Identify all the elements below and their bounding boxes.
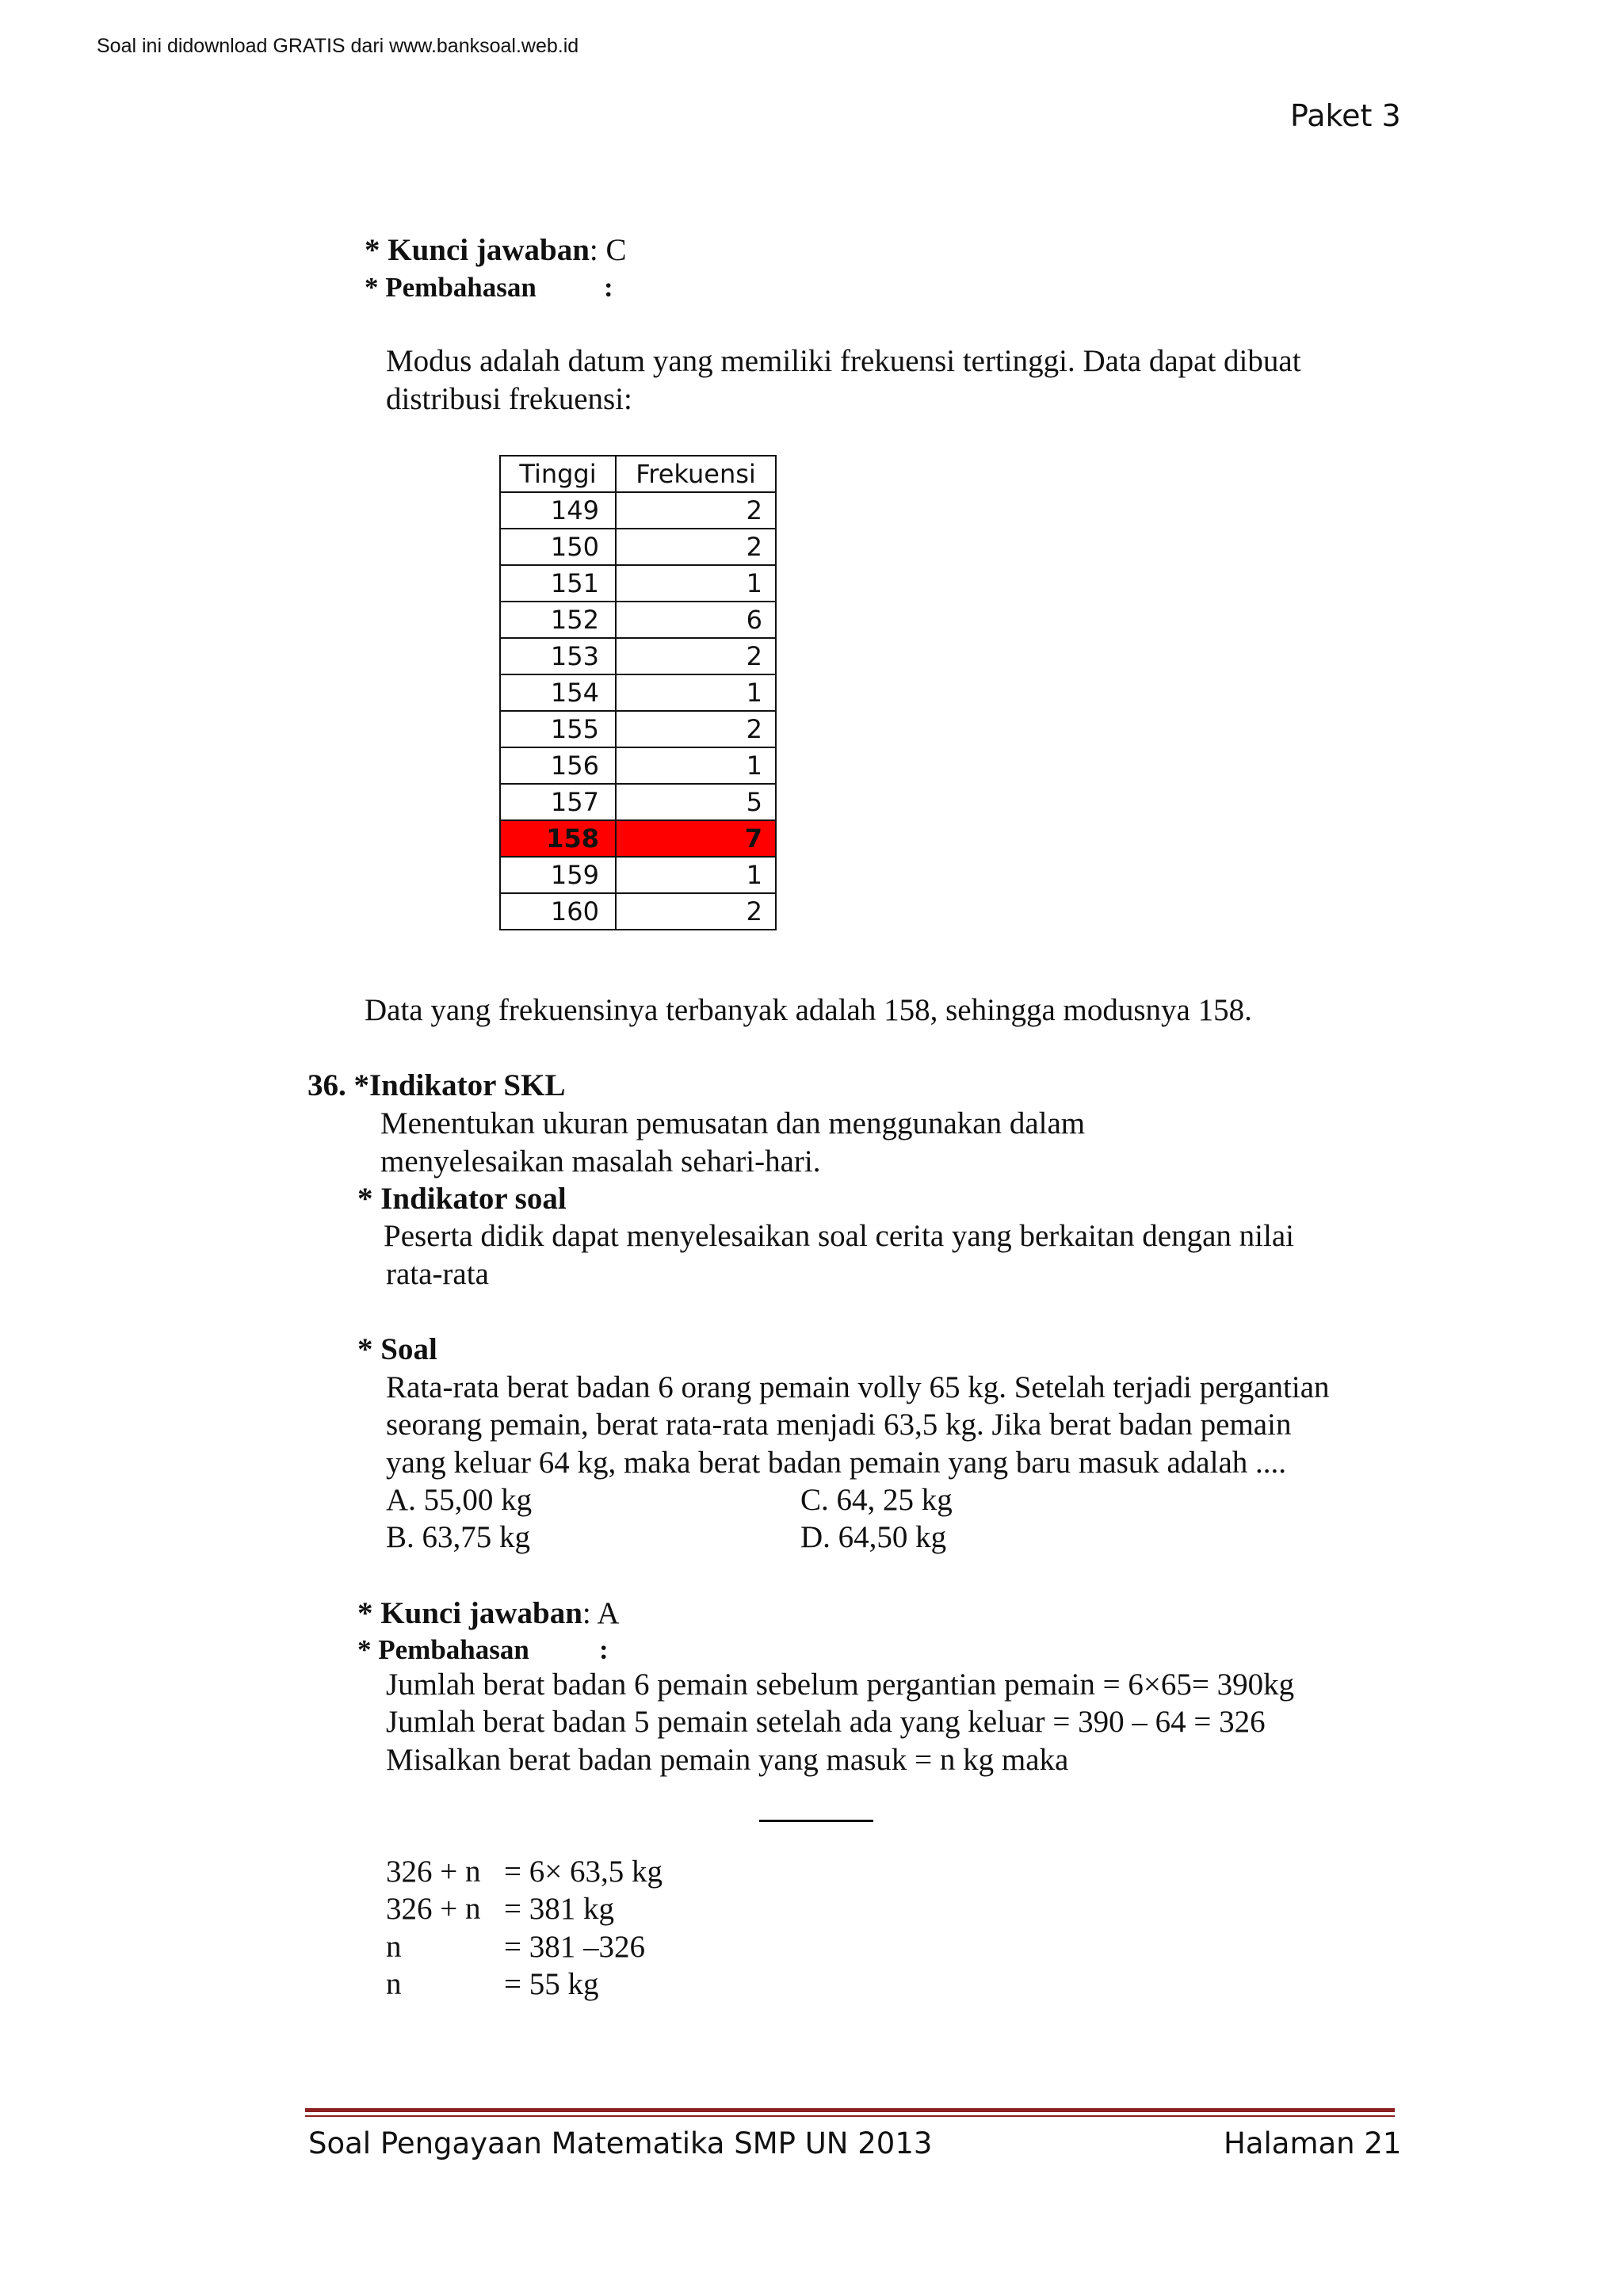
q36-kunci-jawaban: * Kunci jawaban: A — [357, 1596, 620, 1630]
question-number: 36. — [307, 1068, 346, 1102]
tinggi-cell: 154 — [500, 674, 616, 711]
tinggi-cell: 155 — [500, 711, 616, 747]
table-row — [500, 784, 776, 820]
equation-rhs: = 55 kg — [504, 1967, 599, 2001]
footer-rule-thin — [305, 2115, 1395, 2117]
table-row — [500, 602, 776, 638]
indikator-soal-line-1: Peserta didik dapat menyelesaikan soal cerita yang berkaitan dengan nilai — [384, 1219, 1294, 1253]
frekuensi-cell: 2 — [616, 492, 776, 529]
pembahasan-line-2: Jumlah berat badan 5 pemain setelah ada yang keluar = 390 – 64 = 326 — [386, 1705, 1266, 1739]
indikator-soal-heading: * Indikator soal — [357, 1182, 567, 1216]
tinggi-cell: 151 — [500, 565, 616, 602]
tinggi-cell: 150 — [500, 529, 616, 565]
question-36-heading — [307, 1067, 565, 1105]
pembahasan-line-3: Misalkan berat badan pemain yang masuk = n kg maka — [386, 1743, 1069, 1777]
fraction-rule — [759, 1820, 873, 1822]
frekuensi-cell: 1 — [616, 674, 776, 711]
kunci-value: : A — [582, 1596, 620, 1630]
kunci-label: Kunci jawaban — [380, 1596, 582, 1630]
frekuensi-cell: 1 — [616, 747, 776, 784]
tinggi-cell: 149 — [500, 492, 616, 529]
tinggi-cell: 152 — [500, 602, 616, 638]
tinggi-cell: 160 — [500, 893, 616, 930]
option-b: B. 63,75 kg — [386, 1520, 531, 1554]
frekuensi-cell: 5 — [616, 784, 776, 820]
soal-label: Soal — [380, 1332, 437, 1366]
soal-line-1: Rata-rata berat badan 6 orang pemain volly 65 kg. Setelah terjadi pergantian — [386, 1370, 1330, 1404]
table-row-highlighted — [500, 820, 776, 857]
table-row — [500, 492, 776, 529]
equation-lhs: n — [386, 1967, 402, 2001]
frekuensi-cell: 6 — [616, 602, 776, 638]
table-row — [500, 857, 776, 893]
footer-title: Soal Pengayaan Matematika SMP UN 2013 — [308, 2126, 933, 2160]
equation-rhs: = 381 kg — [504, 1892, 614, 1926]
table-row — [500, 747, 776, 784]
pembahasan-label: Pembahasan — [378, 1634, 529, 1665]
frekuensi-cell: 2 — [616, 529, 776, 565]
frekuensi-cell: 2 — [616, 711, 776, 747]
column-header-tinggi: Tinggi — [500, 456, 616, 492]
tinggi-cell: 156 — [500, 747, 616, 784]
table-row — [500, 711, 776, 747]
skl-line-1: Menentukan ukuran pemusatan dan menggunakan dalam — [380, 1106, 1086, 1140]
modus-line-2: distribusi frekuensi: — [386, 382, 632, 416]
indikator-soal-line-2: rata-rata — [386, 1257, 489, 1291]
equation-lhs: n — [386, 1930, 402, 1964]
conclusion-text: Data yang frekuensinya terbanyak adalah 158, sehingga modusnya 158. — [365, 993, 1252, 1027]
frekuensi-cell: 2 — [616, 638, 776, 674]
table-row — [500, 674, 776, 711]
indikator-skl-label: *Indikator SKL — [353, 1068, 566, 1102]
equation-rhs: = 6× 63,5 kg — [504, 1855, 663, 1889]
table-header-row — [500, 456, 776, 492]
table-row — [500, 638, 776, 674]
kunci-label: Kunci jawaban — [388, 233, 590, 267]
paket-label: Paket 3 — [1290, 98, 1401, 133]
table-row — [500, 529, 776, 565]
equation-lhs: 326 + n — [386, 1892, 481, 1926]
modus-line-1: Modus adalah datum yang memiliki frekuensi tertinggi. Data dapat dibuat — [386, 344, 1301, 378]
q36-pembahasan: * Pembahasan : — [357, 1631, 529, 1669]
pembahasan-colon: : — [599, 1634, 609, 1665]
prev-pembahasan: * Pembahasan : — [365, 269, 537, 307]
table-row — [500, 565, 776, 602]
frekuensi-cell: 7 — [616, 820, 776, 857]
skl-line-2: menyelesaikan masalah sehari-hari. — [380, 1144, 821, 1179]
tinggi-cell: 153 — [500, 638, 616, 674]
frekuensi-cell: 1 — [616, 857, 776, 893]
column-header-frekuensi: Frekuensi — [616, 456, 776, 492]
option-a: A. 55,00 kg — [386, 1483, 533, 1517]
frequency-table — [499, 455, 777, 930]
footer-page-number: Halaman 21 — [1224, 2126, 1402, 2160]
soal-heading: * Soal — [357, 1332, 437, 1366]
pembahasan-colon: : — [604, 272, 613, 303]
soal-line-3: yang keluar 64 kg, maka berat badan pemain yang baru masuk adalah .... — [386, 1446, 1287, 1480]
prev-kunci-jawaban: * Kunci jawaban: C — [365, 233, 627, 267]
footer-rule-thick — [305, 2108, 1395, 2112]
soal-line-2: seorang pemain, berat rata-rata menjadi 63,5 kg. Jika berat badan pemain — [386, 1408, 1292, 1442]
frekuensi-cell: 1 — [616, 565, 776, 602]
tinggi-cell: 158 — [500, 820, 616, 857]
table-row — [500, 893, 776, 930]
option-d: D. 64,50 kg — [800, 1520, 947, 1554]
equation-lhs: 326 + n — [386, 1855, 481, 1889]
equation-rhs: = 381 –326 — [504, 1930, 645, 1964]
tinggi-cell: 159 — [500, 857, 616, 893]
kunci-value: : C — [589, 233, 627, 267]
indikator-soal-label: Indikator soal — [380, 1182, 567, 1216]
watermark-text: Soal ini didownload GRATIS dari www.banksoal.web.id — [97, 35, 579, 57]
option-c: C. 64, 25 kg — [800, 1483, 953, 1517]
pembahasan-line-1: Jumlah berat badan 6 pemain sebelum pergantian pemain = 6×65= 390kg — [386, 1668, 1295, 1702]
tinggi-cell: 157 — [500, 784, 616, 820]
frekuensi-cell: 2 — [616, 893, 776, 930]
pembahasan-label: Pembahasan — [385, 272, 537, 303]
